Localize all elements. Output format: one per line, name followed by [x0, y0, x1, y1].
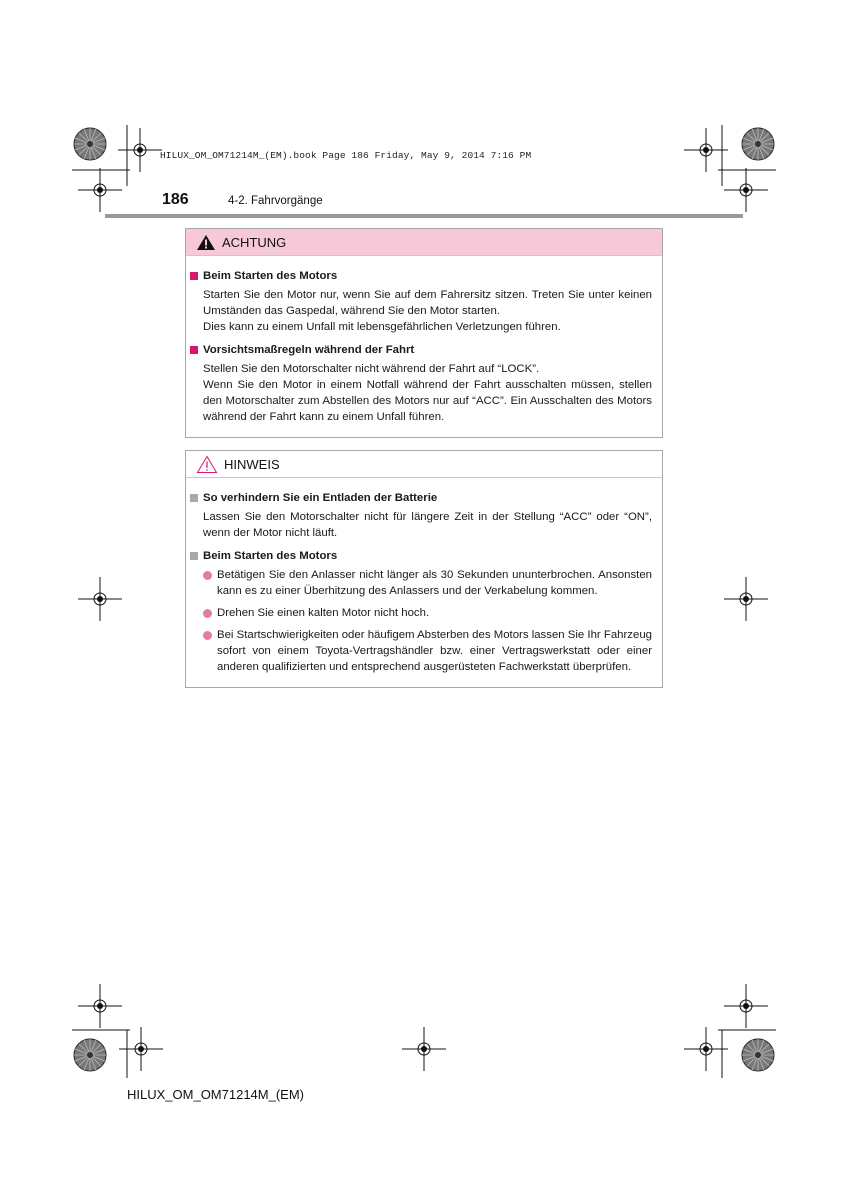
hinweis-title: HINWEIS — [224, 456, 280, 472]
list-item-text: Betätigen Sie den Anlasser nicht länger als 30 Sekunden ununterbrochen. Ansonsten kann es zu einer Überhitzung des Anlassers und der Verkabelung kommen. — [217, 569, 652, 597]
paragraph: Wenn Sie den Motor in einem Notfall während der Fahrt ausschalten müssen, stellen den Motorschalter zum Abstellen des Motors nur auf “ACC”. Ein Ausschalten des Motors während der Fahrt kann zu einem Unfall führen. — [203, 379, 652, 423]
list-item-text: Drehen Sie einen kalten Motor nicht hoch. — [217, 607, 430, 619]
subheading-text: Beim Starten des Motors — [203, 270, 338, 282]
paragraph: Lassen Sie den Motorschalter nicht für längere Zeit in der Stellung “ACC” oder “ON”, wenn der Motor nicht läuft. — [203, 511, 652, 539]
print-header: HILUX_OM_OM71214M_(EM).book Page 186 Friday, May 9, 2014 7:16 PM — [160, 150, 532, 161]
footer-doc-id: HILUX_OM_OM71214M_(EM) — [127, 1087, 304, 1102]
achtung-title: ACHTUNG — [222, 234, 287, 250]
paragraph: Dies kann zu einem Unfall mit lebensgefährlichen Verletzungen führen. — [203, 321, 561, 333]
subheading-text: So verhindern Sie ein Entladen der Batterie — [203, 492, 438, 504]
subheading-text: Vorsichtsmaßregeln während der Fahrt — [203, 344, 415, 356]
paragraph: Starten Sie den Motor nur, wenn Sie auf dem Fahrersitz sitzen. Treten Sie unter keinen Umständen das Gaspedal, während Sie den Motor starten. — [203, 289, 652, 317]
paragraph: Stellen Sie den Motorschalter nicht während der Fahrt auf “LOCK”. — [203, 363, 540, 375]
page-number: 186 — [162, 191, 189, 208]
list-item-text: Bei Startschwierigkeiten oder häufigem Absterben des Motors lassen Sie Ihr Fahrzeug sofort von einem Toyota-Vertragshändler bzw. einer Vertragswerkstatt oder einer anderen qualifizierten und entsprechend ausgerüsteten Fachwerkstatt überprüfen. — [217, 629, 652, 673]
subheading-text: Beim Starten des Motors — [203, 550, 338, 562]
section-title: 4-2. Fahrvorgänge — [228, 195, 323, 207]
